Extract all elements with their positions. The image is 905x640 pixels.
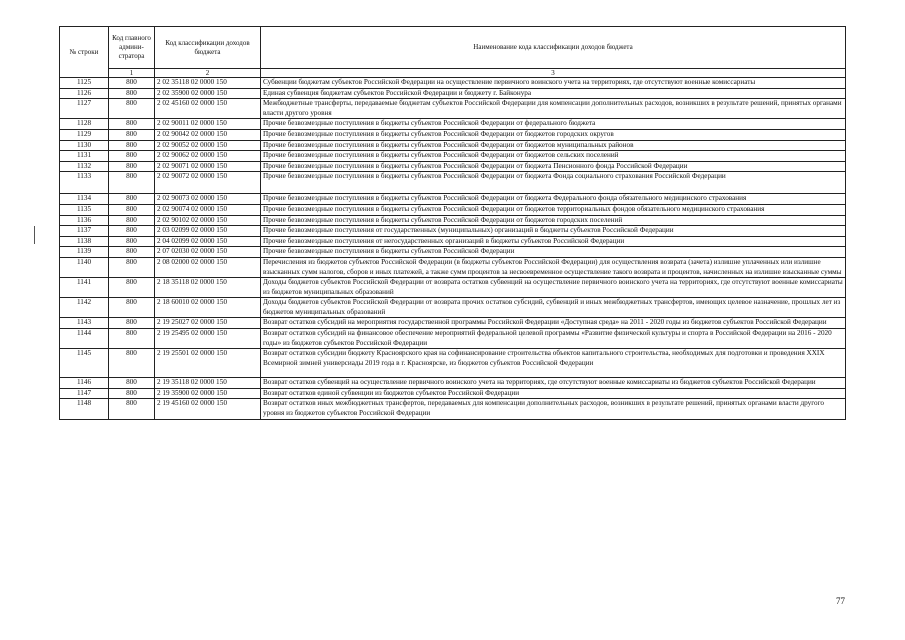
margin-mark xyxy=(34,226,35,244)
code-name-cell: Межбюджетные трансферты, передаваемые бюджетам субъектов Российской Федерации для компенсации дополнительных расходов, возникших в результате решений, принятых органами власти другого уровня xyxy=(261,99,846,119)
table-row xyxy=(60,257,846,277)
admin-code-cell: 800 xyxy=(109,257,155,277)
classification-code-cell: 2 02 35900 02 0000 150 xyxy=(155,88,261,99)
code-name-cell: Прочие безвозмездные поступления в бюджеты субъектов Российской Федерации xyxy=(261,247,846,258)
admin-code-cell: 800 xyxy=(109,215,155,226)
classification-code-cell: 2 02 90071 02 0000 150 xyxy=(155,161,261,172)
classification-code-cell: 2 19 25027 02 0000 150 xyxy=(155,318,261,329)
admin-code-cell: 800 xyxy=(109,140,155,151)
admin-code-cell: 800 xyxy=(109,161,155,172)
classification-code-cell: 2 19 25501 02 0000 150 xyxy=(155,349,261,378)
row-number-cell: 1132 xyxy=(60,161,109,172)
table-row xyxy=(60,140,846,151)
table-row xyxy=(60,204,846,215)
admin-code-cell: 800 xyxy=(109,119,155,130)
row-number-cell: 1127 xyxy=(60,99,109,119)
header-classification-code: Код классификации доходов бюджета xyxy=(155,27,261,69)
admin-code-cell: 800 xyxy=(109,329,155,349)
table-row xyxy=(60,172,846,194)
classification-code-cell: 2 02 90072 02 0000 150 xyxy=(155,172,261,194)
row-number-cell: 1144 xyxy=(60,329,109,349)
table-row xyxy=(60,215,846,226)
table-row xyxy=(60,226,846,237)
code-name-cell: Возврат остатков субсидий на финансовое обеспечение мероприятий федеральной целевой программы «Развитие физической культуры и спорта в Российской Федерации на 2016 - 2020 годы» из бюджетов субъектов Российской Федерации xyxy=(261,329,846,349)
classification-code-cell: 2 03 02099 02 0000 150 xyxy=(155,226,261,237)
row-number-cell: 1130 xyxy=(60,140,109,151)
code-name-cell: Прочие безвозмездные поступления в бюджеты субъектов Российской Федерации от федерального бюджета xyxy=(261,119,846,130)
admin-code-cell: 800 xyxy=(109,226,155,237)
classification-code-cell: 2 18 60010 02 0000 150 xyxy=(155,298,261,318)
row-number-cell: 1142 xyxy=(60,298,109,318)
header-number-1: 1 xyxy=(109,69,155,78)
row-number-cell: 1126 xyxy=(60,88,109,99)
header-code-name: Наименование кода классификации доходов бюджета xyxy=(261,27,846,69)
code-name-cell: Прочие безвозмездные поступления в бюджеты субъектов Российской Федерации от бюджетов городских поселений xyxy=(261,215,846,226)
row-number-cell: 1125 xyxy=(60,78,109,89)
code-name-cell: Возврат остатков субсидии бюджету Красноярского края на софинансирование строительства объектов капитального строительства, необходимых для подготовки и проведения XXIX Всемирной зимней универсиады 2019 года в г. Красноярске, из бюджетов субъектов Российской Федерации xyxy=(261,349,846,378)
row-number-cell: 1133 xyxy=(60,172,109,194)
classification-code-cell: 2 02 90074 02 0000 150 xyxy=(155,204,261,215)
table-row xyxy=(60,388,846,399)
admin-code-cell: 800 xyxy=(109,78,155,89)
classification-code-cell: 2 19 25495 02 0000 150 xyxy=(155,329,261,349)
code-name-cell: Прочие безвозмездные поступления от негосударственных организаций в бюджеты субъектов Российской Федерации xyxy=(261,236,846,247)
page-number: 77 xyxy=(836,596,845,606)
table-row xyxy=(60,329,846,349)
row-number-cell: 1137 xyxy=(60,226,109,237)
code-name-cell: Доходы бюджетов субъектов Российской Федерации от возврата остатков субвенций на осуществление первичного воинского учета на территориях, где отсутствуют военные комиссариаты из бюджетов муниципальных образований xyxy=(261,278,846,298)
admin-code-cell: 800 xyxy=(109,204,155,215)
table-row xyxy=(60,318,846,329)
row-number-cell: 1129 xyxy=(60,129,109,140)
classification-code-cell: 2 02 90042 02 0000 150 xyxy=(155,129,261,140)
classification-code-cell: 2 02 90073 02 0000 150 xyxy=(155,194,261,205)
classification-code-cell: 2 08 02000 02 0000 150 xyxy=(155,257,261,277)
row-number-cell: 1131 xyxy=(60,151,109,162)
code-name-cell: Субвенции бюджетам субъектов Российской Федерации на осуществление первичного воинского учета на территориях, где отсутствуют военные комиссариаты xyxy=(261,78,846,89)
table-row xyxy=(60,247,846,258)
admin-code-cell: 800 xyxy=(109,298,155,318)
admin-code-cell: 800 xyxy=(109,172,155,194)
table-row xyxy=(60,278,846,298)
row-number-cell: 1141 xyxy=(60,278,109,298)
table-body xyxy=(60,78,846,420)
table-row xyxy=(60,349,846,378)
code-name-cell: Перечисления из бюджетов субъектов Российской Федерации (в бюджеты субъектов Российской Федерации) для осуществления возврата (зачета) излишне уплаченных или излишне взысканных сумм налогов, сборов и иных платежей, а также сумм процентов за несвоевременное осуществление такого возврата и процентов, начисленных на излишне взысканные суммы xyxy=(261,257,846,277)
table-row xyxy=(60,378,846,389)
code-name-cell: Возврат остатков единой субвенции из бюджетов субъектов Российской Федерации xyxy=(261,388,846,399)
classification-code-cell: 2 19 35900 02 0000 150 xyxy=(155,388,261,399)
classification-code-cell: 2 19 45160 02 0000 150 xyxy=(155,399,261,419)
row-number-cell: 1140 xyxy=(60,257,109,277)
row-number-cell: 1145 xyxy=(60,349,109,378)
table-row xyxy=(60,194,846,205)
admin-code-cell: 800 xyxy=(109,194,155,205)
code-name-cell: Прочие безвозмездные поступления в бюджеты субъектов Российской Федерации от бюджета Федерального фонда обязательного медицинского страхования xyxy=(261,194,846,205)
code-name-cell: Прочие безвозмездные поступления в бюджеты субъектов Российской Федерации от бюджетов муниципальных районов xyxy=(261,140,846,151)
classification-code-cell: 2 02 90011 02 0000 150 xyxy=(155,119,261,130)
classification-code-cell: 2 02 35118 02 0000 150 xyxy=(155,78,261,89)
admin-code-cell: 800 xyxy=(109,129,155,140)
row-number-cell: 1143 xyxy=(60,318,109,329)
code-name-cell: Прочие безвозмездные поступления в бюджеты субъектов Российской Федерации от бюджетов городских округов xyxy=(261,129,846,140)
table-row xyxy=(60,119,846,130)
admin-code-cell: 800 xyxy=(109,151,155,162)
table-row xyxy=(60,161,846,172)
classification-code-cell: 2 02 45160 02 0000 150 xyxy=(155,99,261,119)
admin-code-cell: 800 xyxy=(109,388,155,399)
header-number-2: 2 xyxy=(155,69,261,78)
admin-code-cell: 800 xyxy=(109,99,155,119)
classification-code-cell: 2 02 90102 02 0000 150 xyxy=(155,215,261,226)
admin-code-cell: 800 xyxy=(109,247,155,258)
table-row xyxy=(60,78,846,89)
header-admin-code: Код главного админи-стратора xyxy=(109,27,155,69)
row-number-cell: 1138 xyxy=(60,236,109,247)
table-row xyxy=(60,129,846,140)
header-row-number: № строки xyxy=(60,27,109,78)
table-row xyxy=(60,99,846,119)
code-name-cell: Возврат остатков иных межбюджетных трансфертов, передаваемых для компенсации дополнительных расходов, возникших в результате решений, принятых органами власти другого уровня из бюджетов субъектов Российской Федерации xyxy=(261,399,846,419)
admin-code-cell: 800 xyxy=(109,349,155,378)
table-row xyxy=(60,151,846,162)
code-name-cell: Прочие безвозмездные поступления в бюджеты субъектов Российской Федерации от бюджетов сельских поселений xyxy=(261,151,846,162)
admin-code-cell: 800 xyxy=(109,318,155,329)
classification-code-cell: 2 02 90062 02 0000 150 xyxy=(155,151,261,162)
classification-code-cell: 2 04 02099 02 0000 150 xyxy=(155,236,261,247)
admin-code-cell: 800 xyxy=(109,399,155,419)
table-row xyxy=(60,88,846,99)
header-number-3: 3 xyxy=(261,69,846,78)
code-name-cell: Единая субвенция бюджетам субъектов Российской Федерации и бюджету г. Байконура xyxy=(261,88,846,99)
row-number-cell: 1147 xyxy=(60,388,109,399)
code-name-cell: Прочие безвозмездные поступления от государственных (муниципальных) организаций в бюджеты субъектов Российской Федерации xyxy=(261,226,846,237)
table-row xyxy=(60,236,846,247)
classification-code-cell: 2 18 35118 02 0000 150 xyxy=(155,278,261,298)
code-name-cell: Прочие безвозмездные поступления в бюджеты субъектов Российской Федерации от бюджетов территориальных фондов обязательного медицинского страхования xyxy=(261,204,846,215)
classification-code-cell: 2 19 35118 02 0000 150 xyxy=(155,378,261,389)
admin-code-cell: 800 xyxy=(109,278,155,298)
row-number-cell: 1148 xyxy=(60,399,109,419)
revenue-classification-table xyxy=(59,26,846,420)
code-name-cell: Прочие безвозмездные поступления в бюджеты субъектов Российской Федерации от бюджета Пенсионного фонда Российской Федерации xyxy=(261,161,846,172)
row-number-cell: 1146 xyxy=(60,378,109,389)
table-row xyxy=(60,298,846,318)
row-number-cell: 1139 xyxy=(60,247,109,258)
row-number-cell: 1128 xyxy=(60,119,109,130)
table-row xyxy=(60,399,846,419)
row-number-cell: 1134 xyxy=(60,194,109,205)
code-name-cell: Возврат остатков субвенций на осуществление первичного воинского учета на территориях, где отсутствуют военные комиссариаты из бюджетов субъектов Российской Федерации xyxy=(261,378,846,389)
row-number-cell: 1136 xyxy=(60,215,109,226)
code-name-cell: Возврат остатков субсидий на мероприятия государственной программы Российской Федерации «Доступная среда» на 2011 - 2020 годы из бюджетов субъектов Российской Федерации xyxy=(261,318,846,329)
admin-code-cell: 800 xyxy=(109,378,155,389)
classification-code-cell: 2 02 90052 02 0000 150 xyxy=(155,140,261,151)
code-name-cell: Прочие безвозмездные поступления в бюджеты субъектов Российской Федерации от бюджета Фонда социального страхования Российской Федерации xyxy=(261,172,846,194)
admin-code-cell: 800 xyxy=(109,88,155,99)
code-name-cell: Доходы бюджетов субъектов Российской Федерации от возврата прочих остатков субсидий, субвенций и иных межбюджетных трансфертов, имеющих целевое назначение, прошлых лет из бюджетов муниципальных образований xyxy=(261,298,846,318)
classification-code-cell: 2 07 02030 02 0000 150 xyxy=(155,247,261,258)
row-number-cell: 1135 xyxy=(60,204,109,215)
admin-code-cell: 800 xyxy=(109,236,155,247)
